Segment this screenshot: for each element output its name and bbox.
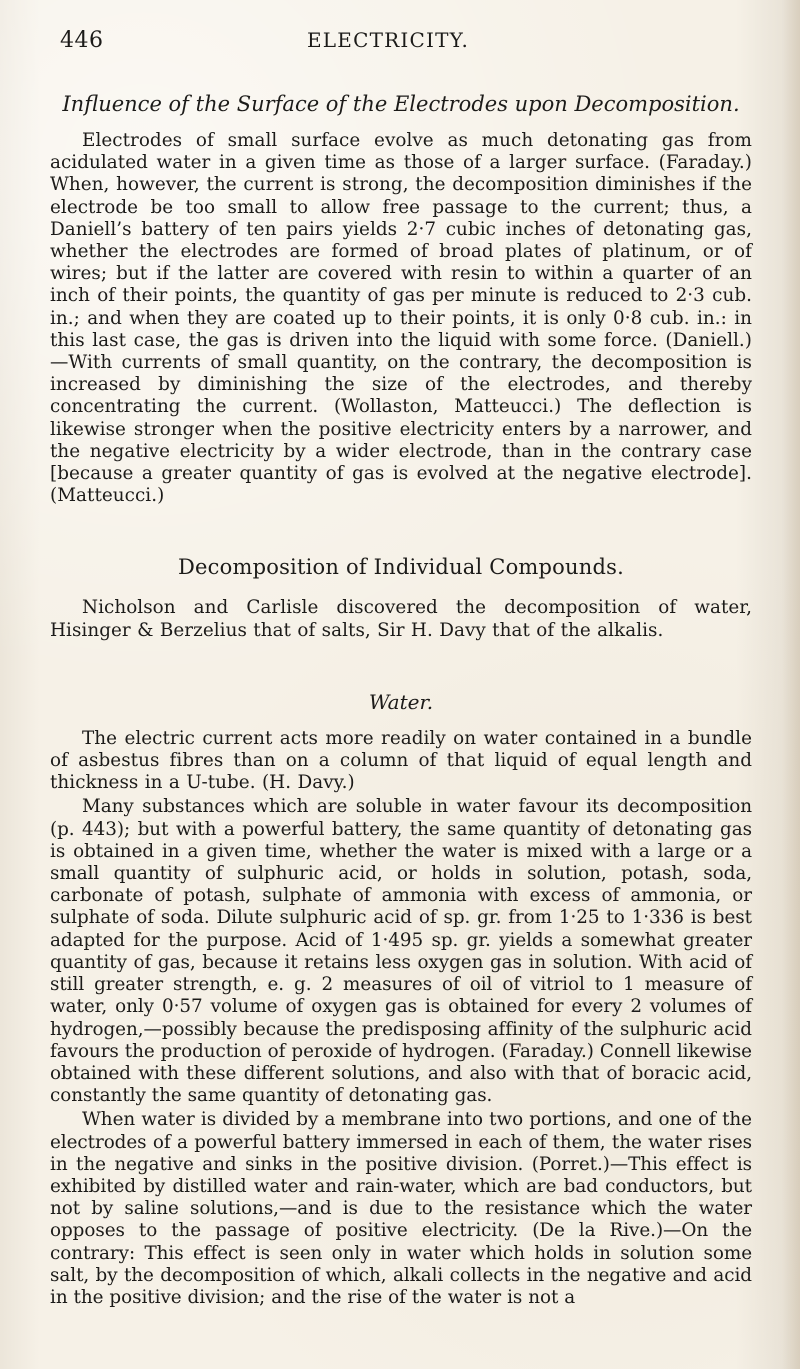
soluble-substances-paragraph: Many substances which are soluble in water favour its decomposition (p. 443); but with a powerful battery, the same quantity of detonating gas is obtained in a given time, whether the water is mixed with a large or a small quantity of sulphuric acid, or holds in solution, potash, soda, carbonate of potash, sulphate of ammonia with excess of ammonia, or sulphate of soda. Dilute sulphuric acid of sp. gr. from 1·25 to 1·336 is best adapted for the purpose. Acid of 1·495 sp. gr. yields a somewhat greater quantity of gas, because it retains less oxygen gas in solution. With acid of still greater strength, e. g. 2 measures of oil of vitriol to 1 measure of water, only 0·57 volume of oxygen gas is obtained for every 2 volumes of hydrogen,—possibly because the predisposing affinity of the sulphuric acid favours the production of peroxide of hydrogen. (Faraday.) Connell likewise obtained with these different solutions, and also with that of boracic acid, constantly the same quantity of detonating gas.: [50, 796, 752, 1107]
page-number: 446: [60, 28, 104, 53]
individual-compounds-title: Decomposition of Individual Compounds.: [178, 555, 624, 580]
running-head: ELECTRICITY.: [307, 28, 470, 52]
title-spacing: [50, 118, 752, 130]
page-content: [50, 28, 752, 1309]
title-spacing: [50, 716, 752, 728]
individual-compounds-section: [50, 553, 752, 641]
section-spacing: [50, 507, 752, 553]
asbestus-paragraph: The electric current acts more readily on water contained in a bundle of asbestus fibres than on a column of that liquid of equal length and thickness in a U-tube. (H. Davy.): [50, 727, 752, 794]
page-header: [50, 28, 752, 56]
water-section: [50, 688, 752, 1309]
section-spacing: [50, 642, 752, 688]
discovery-paragraph: Nicholson and Carlisle discovered the decomposition of water, Hisinger & Berzelius that of salts, Sir H. Davy that of the alkalis.: [50, 597, 752, 641]
title-spacing: [50, 581, 752, 597]
water-title: Water.: [368, 689, 434, 714]
surface-section-title: Influence of the Surface of the Electrodes upon Decomposition.: [62, 92, 740, 116]
surface-paragraph: Electrodes of small surface evolve as much detonating gas from acidulated water in a given time as those of a larger surface. (Faraday.) When, however, the current is strong, the decomposition diminishes if the electrode be too small to allow free passage to the current; thus, a Daniell’s battery of ten pairs yields 2·7 cubic inches of detonating gas, whether the electrodes are formed of broad plates of platinum, or of wires; but if the latter are covered with resin to within a quarter of an inch of their points, the quantity of gas per minute is reduced to 2·3 cub. in.; and when they are coated up to their points, it is only 0·8 cub. in.: in this last case, the gas is driven into the liquid with some force. (Daniell.) —With currents of small quantity, on the contrary, the decomposition is increased by diminishing the size of the electrodes, and thereby concentrating the current. (Wollaston, Matteucci.) The deflection is likewise stronger when the positive electricity enters by a narrower, and the negative electricity by a wider electrode, than in the contrary case [because a greater quantity of gas is evolved at the negative electrode]. (Matteucci.): [50, 130, 752, 507]
membrane-paragraph: When water is divided by a membrane into two portions, and one of the electrodes of a powerful battery immersed in each of them, the water rises in the negative and sinks in the positive division. (Porret.)—This effect is exhibited by distilled water and rain-water, which are bad conductors, but not by saline solutions,—and is due to the resistance which the water opposes to the passage of positive electricity. (De la Rive.)—On the contrary: This effect is seen only in water which holds in solution some salt, by the decomposition of which, alkali collects in the negative and acid in the positive division; and the rise of the water is not a: [50, 1109, 752, 1308]
page-edge-shadow: [782, 0, 800, 1369]
influence-surface-section: [50, 90, 752, 507]
